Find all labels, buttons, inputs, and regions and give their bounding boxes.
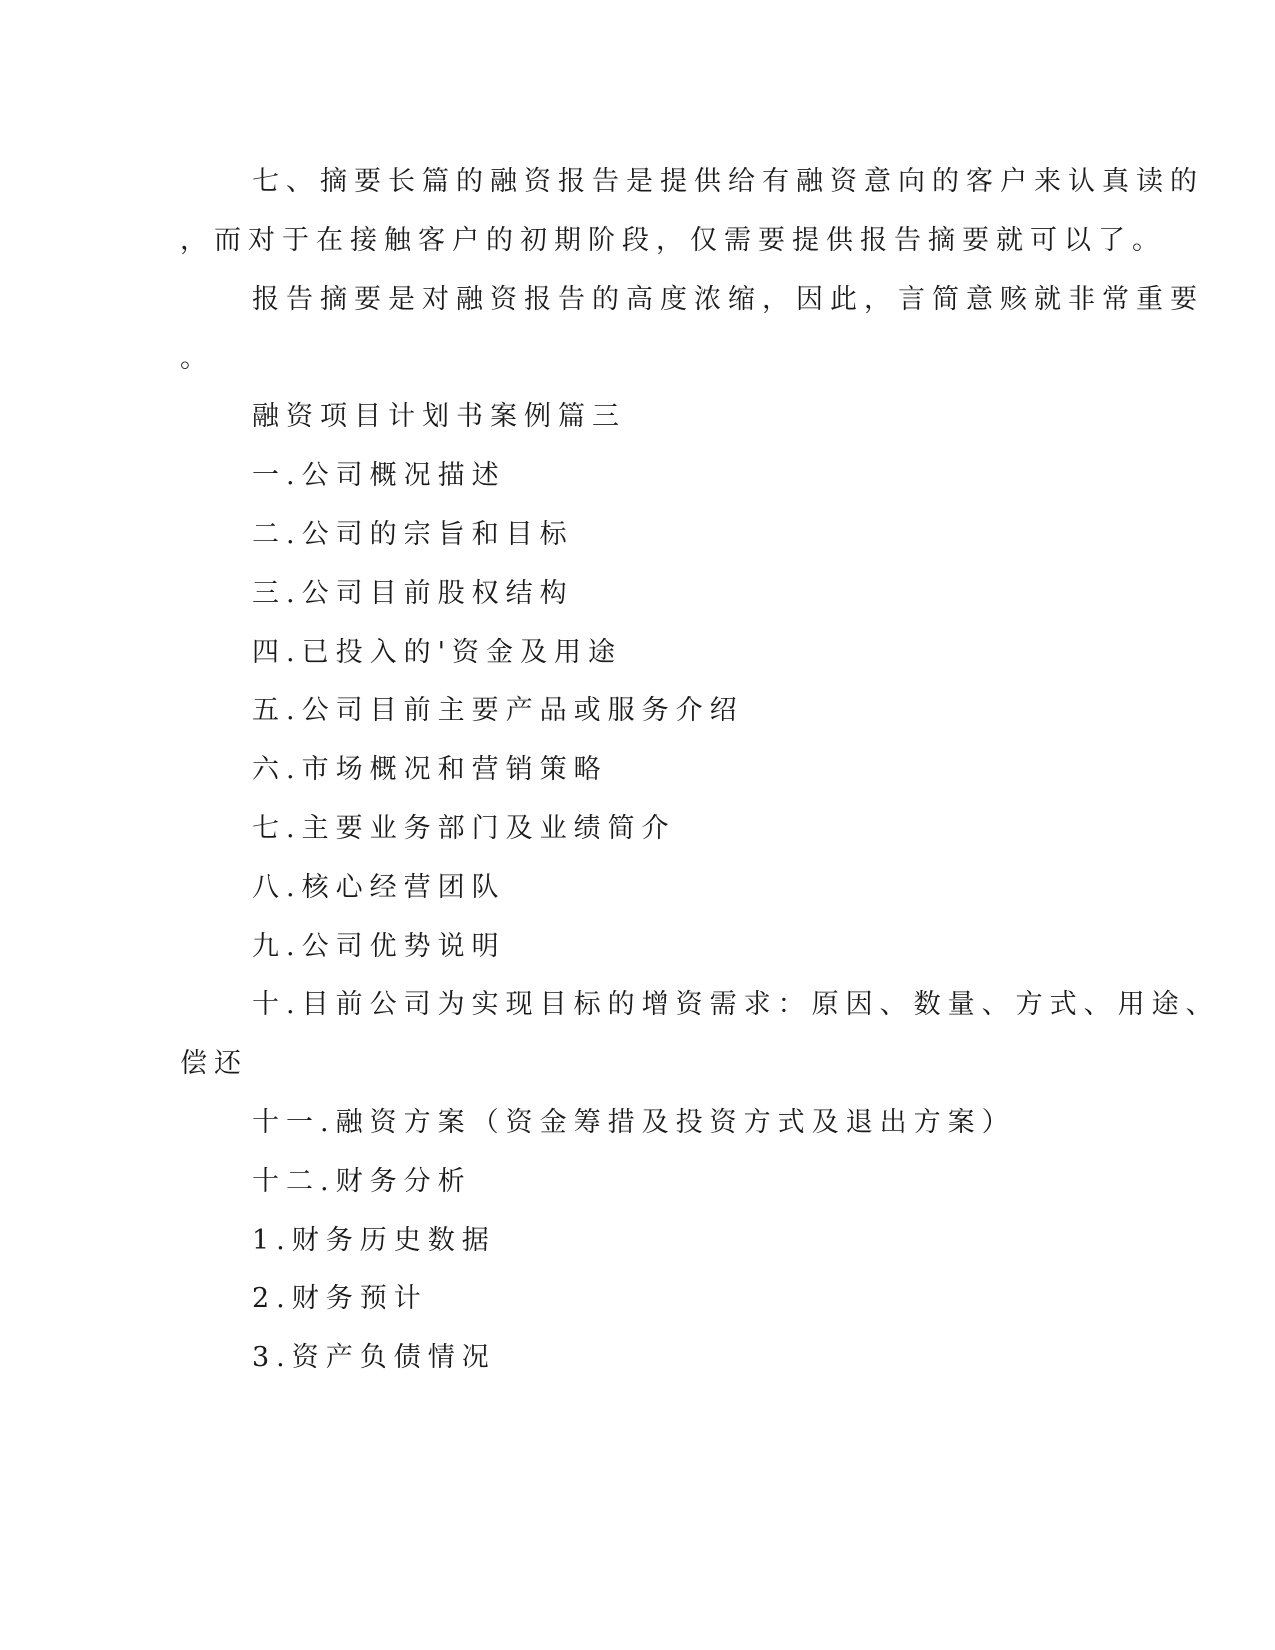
list-item: 二.公司的宗旨和目标 xyxy=(252,519,574,550)
list-item: 六.市场概况和营销策略 xyxy=(252,754,608,785)
sub-list-item: 3.资产负债情况 xyxy=(252,1342,496,1373)
list-item: 四.已投入的'资金及用途 xyxy=(252,637,623,668)
paragraph-line: 七、摘要长篇的融资报告是提供给有融资意向的客户来认真读的 xyxy=(252,166,1204,197)
list-item: 十二.财务分析 xyxy=(252,1166,472,1197)
list-item: 八.核心经营团队 xyxy=(252,872,506,903)
list-item: 九.公司优势说明 xyxy=(252,931,506,962)
sub-list-item: 2.财务预计 xyxy=(252,1283,428,1314)
sub-list-item: 1.财务历史数据 xyxy=(252,1225,496,1256)
paragraph-line: 。 xyxy=(180,343,214,374)
list-item: 十.目前公司为实现目标的增资需求：原因、数量、方式、用途、 xyxy=(252,989,1220,1020)
list-item: 三.公司目前股权结构 xyxy=(252,578,574,609)
list-item: 十一.融资方案（资金筹措及投资方式及退出方案） xyxy=(252,1107,1016,1138)
list-item: 七.主要业务部门及业绩简介 xyxy=(252,813,676,844)
list-item: 五.公司目前主要产品或服务介绍 xyxy=(252,695,744,726)
list-item-continuation: 偿还 xyxy=(180,1048,248,1079)
paragraph-line: 报告摘要是对融资报告的高度浓缩，因此，言简意赅就非常重要 xyxy=(252,284,1204,315)
section-heading: 融资项目计划书案例篇三 xyxy=(252,401,626,432)
list-item: 一.公司概况描述 xyxy=(252,460,506,491)
paragraph-line: ，而对于在接触客户的初期阶段，仅需要提供报告摘要就可以了。 xyxy=(180,225,1166,256)
